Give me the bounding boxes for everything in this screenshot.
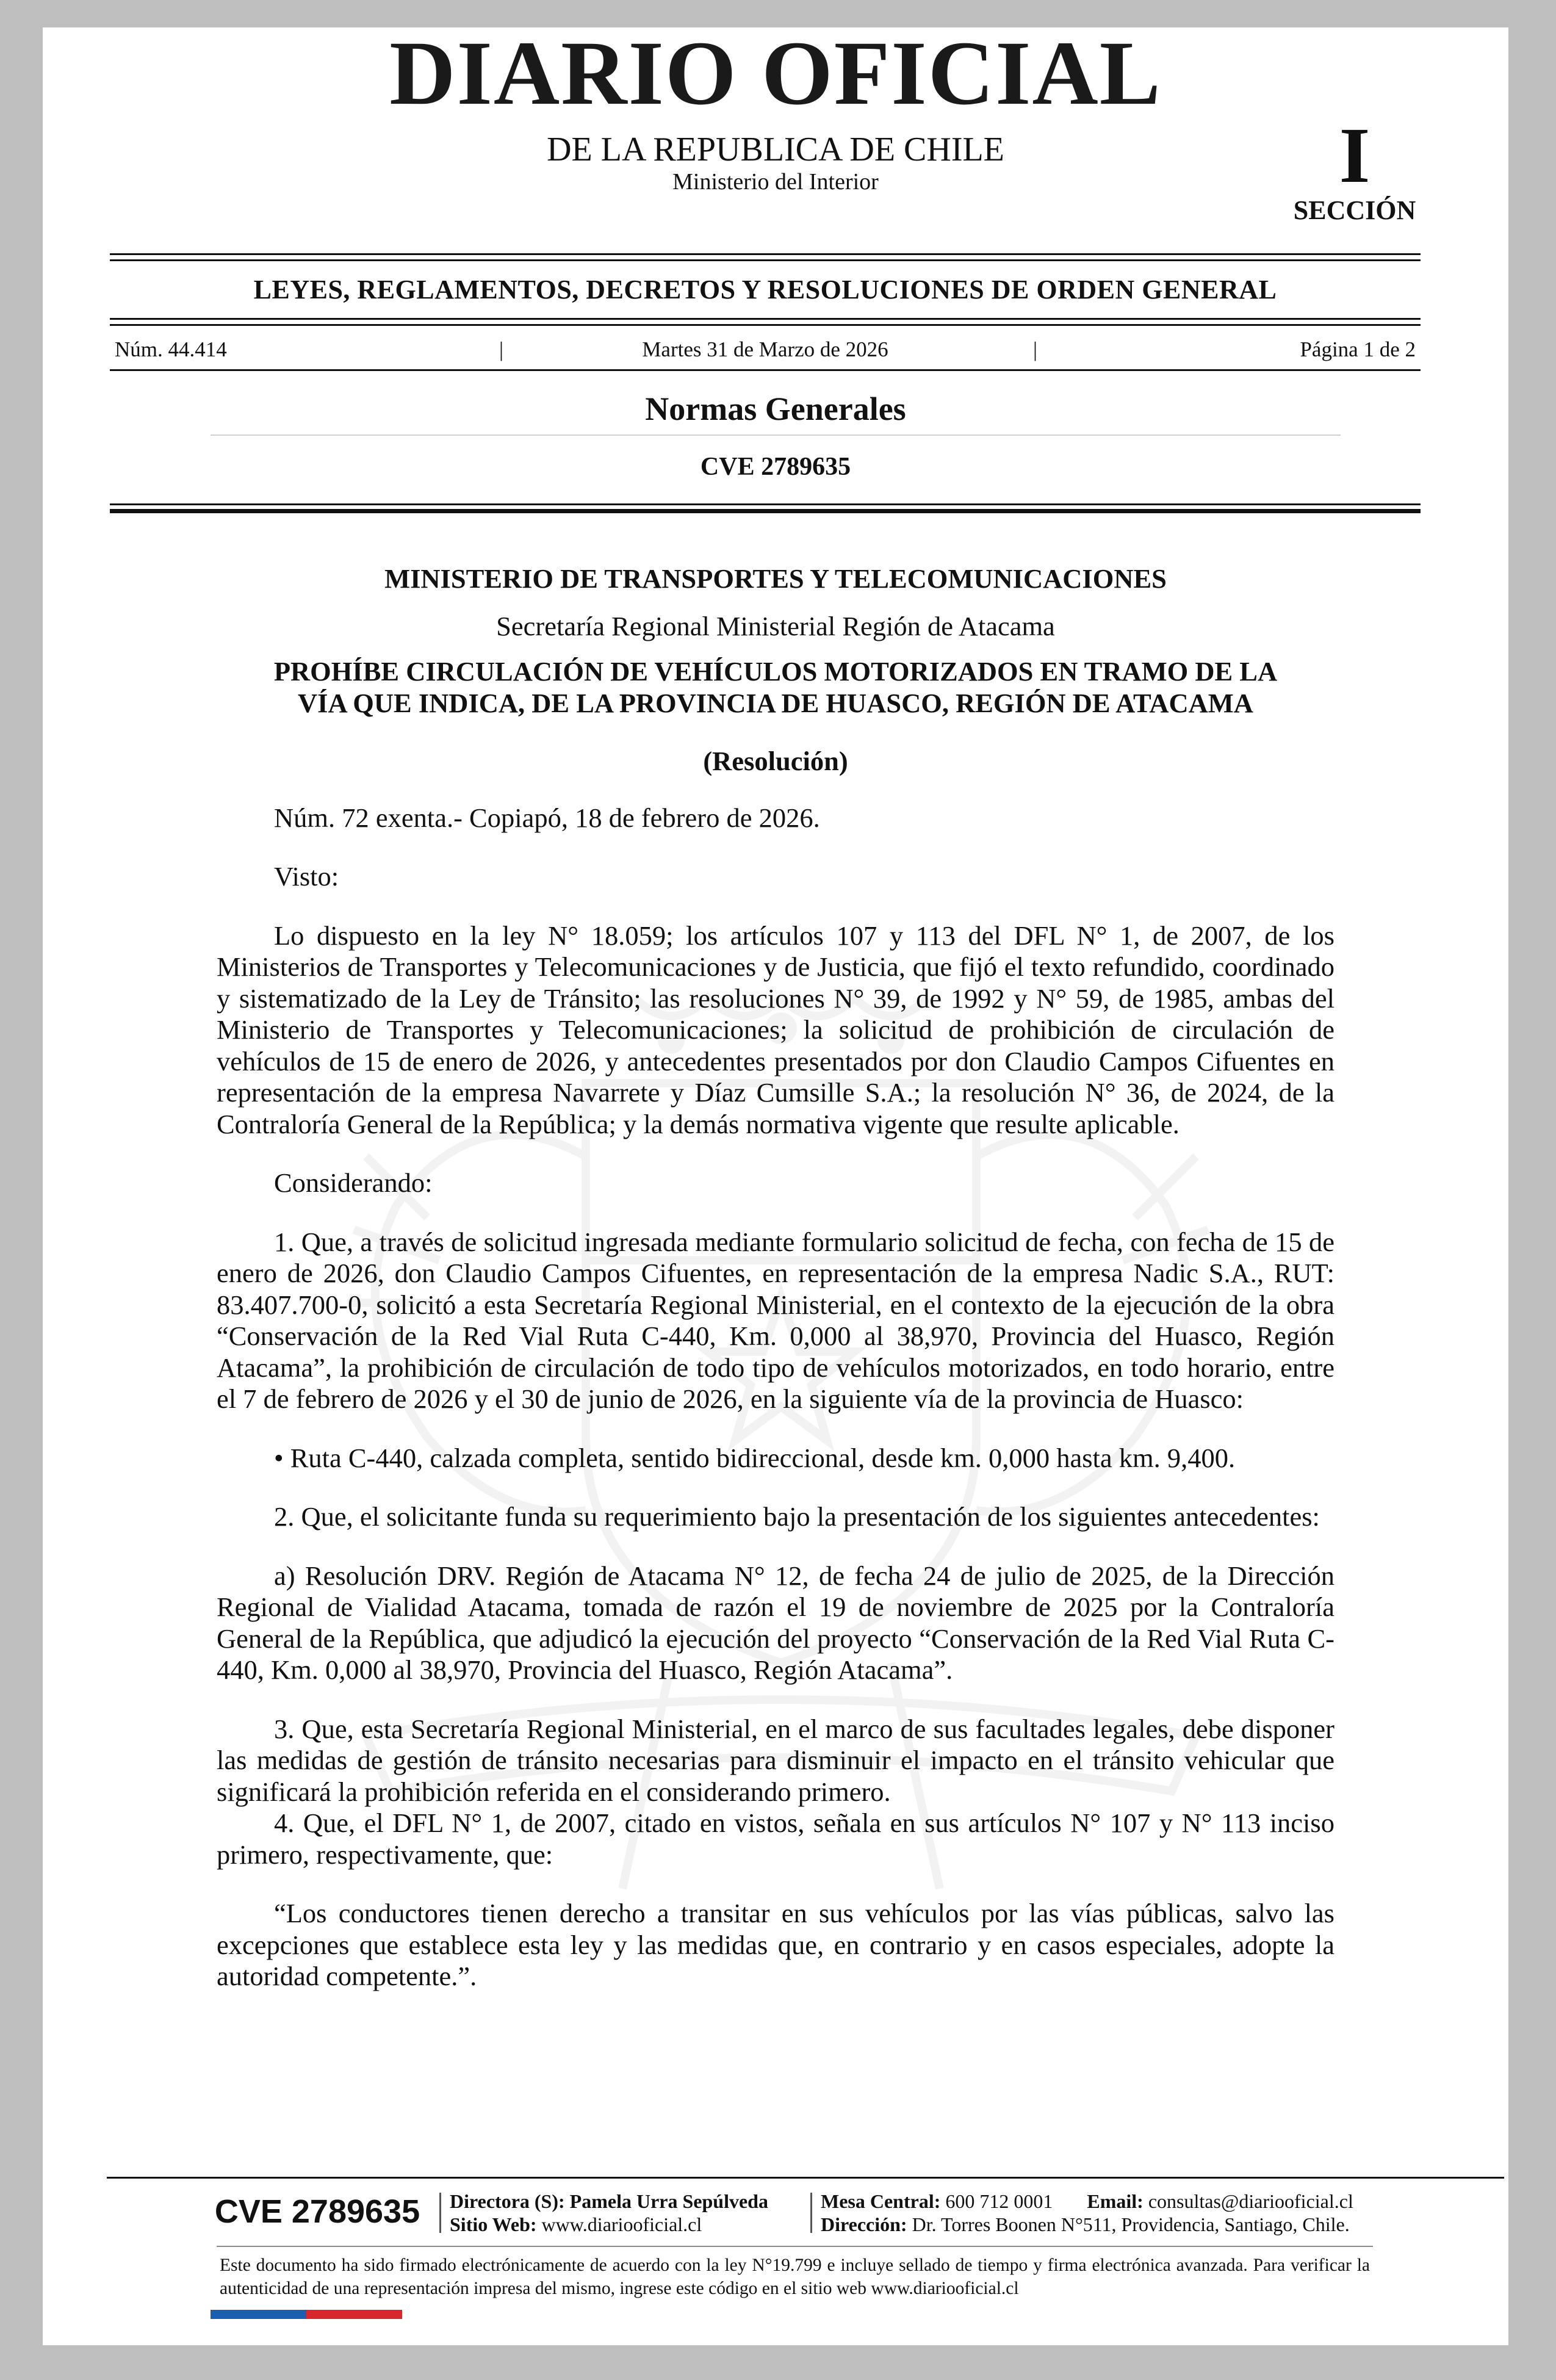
footer-contact-column [821,2190,1353,2236]
issue-date: Martes 31 de Marzo de 2026 [642,337,888,361]
doc-type: (Resolución) [703,746,848,776]
banner-rule-bottom-2 [110,324,1421,326]
masthead-title: DIARIO OFICIAL [389,27,1162,124]
page-indicator: Página 1 de 2 [1300,337,1416,361]
flag-stripe-blue [211,2310,306,2319]
route-bullet: • Ruta C-440, calzada completa, sentido bidireccional, desde km. 0,000 hasta km. 9,400. [274,1442,1236,1473]
cve-code: CVE 2789635 [700,453,851,481]
footer-rule [107,2177,1504,2179]
considerando-4: 4. Que, el DFL N° 1, de 2007, citado en vistos, señala en sus artículos N° 107 y N° 113 inciso primero, respectivamente, que: [217,1808,1334,1870]
doc-number-line: Núm. 72 exenta.- Copiapó, 18 de febrero de 2026. [274,802,820,833]
doc-title-line-1: PROHÍBE CIRCULACIÓN DE VEHÍCULOS MOTORIZADOS EN TRAMO DE LA [273,656,1278,687]
law-quote: “Los conductores tienen derecho a transitar en sus vehículos por las vías públicas, salvo las excepciones que establece esta ley y las medidas que, en contrario y en casos especiales, adopte la autoridad competente.”. [217,1898,1334,1991]
director-name: Pamela Urra Sepúlveda [569,2190,768,2212]
doc-ministry: MINISTERIO DE TRANSPORTES Y TELECOMUNICACIONES [384,563,1167,594]
address-text: Dr. Torres Boonen N°511, Providencia, Santiago, Chile. [912,2213,1350,2235]
section-label: SECCIÓN [1293,195,1416,225]
visto-heading: Visto: [274,861,339,892]
header-rule-top-2 [110,259,1421,261]
section-number: I [1339,112,1371,200]
footer-separator-1 [439,2193,441,2233]
visto-paragraph: Lo dispuesto en la ley N° 18.059; los artículos 107 y 113 del DFL N° 1, de 2007, de los Ministerios de Transportes y Telecomunicaciones y de Justicia, que fijó el texto refundido, coordinado y sistematizado de la Ley de Tránsito; las resoluciones N° 39, de 1992 y N° 59, de 1985, ambas del Ministerio de Transportes y Telecomunicaciones; la solicitud de prohibición de circulación de vehículos de 15 de enero de 2026, y antecedentes presentados por don Claudio Campos Cifuentes en representación de la empresa Navarrete y Díaz Cumsille S.A.; la resolución N° 36, de 2024, de la Contraloría General de la República; y la demás normativa vigente que resulte aplicable. [217,920,1334,1139]
considerando-2a: a) Resolución DRV. Región de Atacama N° 12, de fecha 24 de julio de 2025, de la Dirección Regional de Vialidad Atacama, tomada de razón el 19 de noviembre de 2025 por la Contraloría General de la República, que adjudicó la ejecución del proyecto “Conservación de la Red Vial Ruta C-440, Km. 0,000 al 38,970, Provincia del Huasco, Región Atacama”. [217,1560,1334,1685]
electronic-signature-notice: Este documento ha sido firmado electrónicamente de acuerdo con la ley N°19.799 e incluye sellado de tiempo y firma electrónica avanzada. Para verificar la autenticidad de una representación impresa del mismo, ingrese este código en el sitio web www.diariooficial.cl [220,2256,1370,2298]
footer-cve-code: CVE 2789635 [214,2193,420,2230]
considerando-1: 1. Que, a través de solicitud ingresada mediante formulario solicitud de fecha, con fecha de 15 de enero de 2026, don Claudio Campos Cifuentes, en representación de la empresa Nadic S.A., RUT: 83.407.700-0, solicitó a esta Secretaría Regional Ministerial, en el contexto de la ejecución de la obra “Conservación de la Red Vial Ruta C-440, Km. 0,000 al 38,970, Provincia del Huasco, Región Atacama”, la prohibición de circulación de todo tipo de vehículos motorizados, en todo horario, entre el 7 de febrero de 2026 y el 30 de junio de 2026, en la siguiente vía de la provincia de Huasco: [217,1226,1334,1414]
masthead-ministry: Ministerio del Interior [672,169,879,195]
document-body [217,546,1334,1992]
doc-title-line-2: VÍA QUE INDICA, DE LA PROVINCIA DE HUASCO, REGIÓN DE ATACAMA [298,688,1253,718]
content-rule-top [110,503,1421,505]
banner-rule-bottom [110,318,1421,320]
director-label: Directora (S): [450,2190,565,2212]
central-label: Mesa Central: [821,2190,941,2212]
category-heading: Normas Generales [645,391,906,427]
category-thin-rule [211,435,1341,436]
issue-meta-row [115,333,1416,367]
address-label: Dirección: [821,2213,907,2235]
meta-rule [110,369,1421,371]
footer-director-column [450,2190,768,2236]
website-label: Sitio Web: [450,2213,537,2235]
email-label: Email: [1087,2190,1144,2212]
considerando-heading: Considerando: [274,1167,433,1198]
masthead-subtitle: DE LA REPUBLICA DE CHILE [547,131,1004,168]
central-phone: 600 712 0001 [945,2190,1053,2212]
footer-thin-rule [217,2246,1373,2247]
document-page [43,27,1508,2345]
footer-separator-2 [810,2193,812,2233]
email-link[interactable]: consultas@diariooficial.cl [1148,2190,1353,2212]
issue-number: Núm. 44.414 [115,337,227,361]
website-link[interactable]: www.diariooficial.cl [541,2213,702,2235]
content-rule-thick [110,509,1421,513]
meta-separator-2: | [1033,337,1038,361]
header-rule-top [110,253,1421,255]
considerando-2: 2. Que, el solicitante funda su requerimiento bajo la presentación de los siguientes antecedentes: [274,1501,1320,1532]
considerando-3: 3. Que, esta Secretaría Regional Ministerial, en el marco de sus facultades legales, debe disponer las medidas de gestión de tránsito necesarias para disminuir el impacto en el tránsito vehicular que significará la prohibición referida en el considerando primero. [217,1713,1334,1807]
section-banner: LEYES, REGLAMENTOS, DECRETOS Y RESOLUCIONES DE ORDEN GENERAL [253,275,1277,305]
doc-subministry: Secretaría Regional Ministerial Región de Atacama [496,610,1055,641]
meta-separator-1: | [499,337,504,361]
flag-stripe-red [306,2310,402,2319]
